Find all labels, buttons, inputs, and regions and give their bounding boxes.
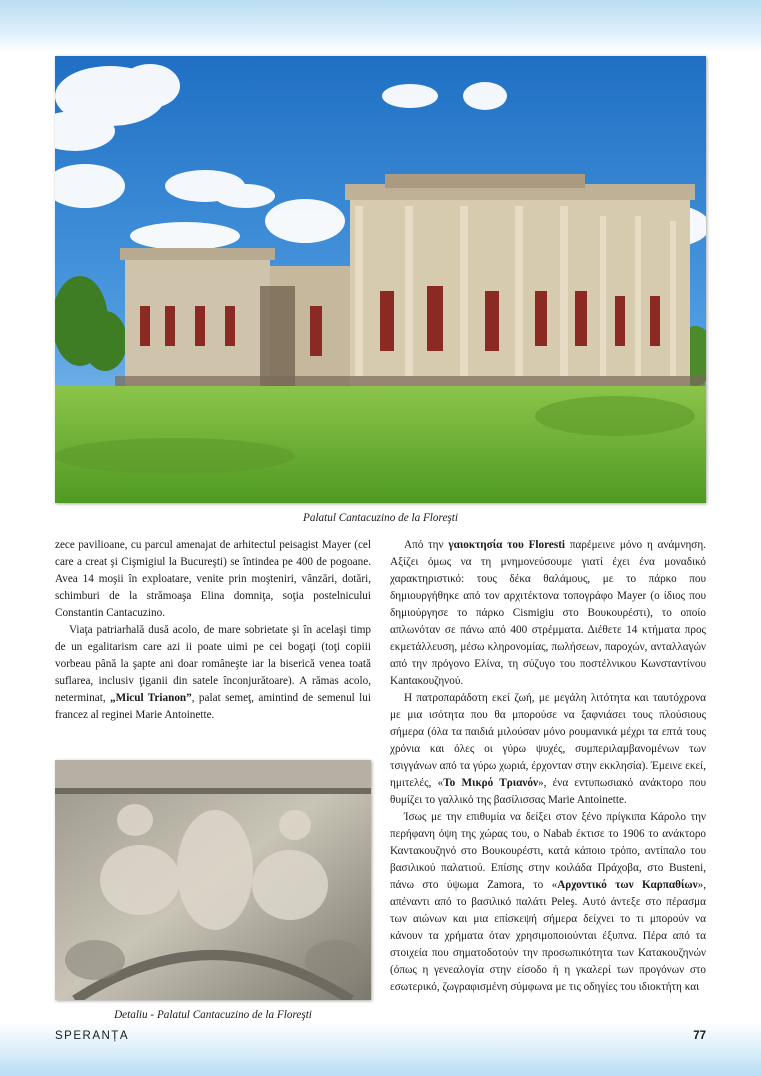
left-paragraph-2: Viaţa patriarhală dusă acolo, de mare sobrietate şi în acelaşi timp de un egalitarism care azi ii poate uimi pe cei bogaţi (toţi copiii vorbeau până la şapte ani doar româneşte iar la biserică venea toată suflarea, inclusiv ţiganii din satele înconjurătoare). A rămas acolo, neterminat, „Micul Trianon”, palat semeţ, amintind de semenul lui francez al reginei Marie Antoinette. <box>55 624 371 721</box>
magazine-name: SPERANȚA <box>55 1030 129 1042</box>
page-number: 77 <box>693 1030 706 1042</box>
left-text-column <box>55 537 371 724</box>
right-paragraph-3: Ίσως με την επιθυμία να δείξει στον ξένο πρίγκιπα Κάρολο την περήφανη όψη της χώρας του, ο Nabab έκτισε το 1906 το ανάκτορο Καντακουζηνό στο Βουκουρέστι, κατά κάποιο τρόπο, αντίπαλο του βασιλικού παλατιού. Επίσης στην κοιλάδα Πράχοβα, στο Busteni, πάνω στο ύψωμα Zamora, το «Αρχοντικό των Καρπαθίων», απέναντι από το βασιλικό παλάτι Peleş. Αυτό άντεξε στο πέρασμα των αιώνων και μια επίσκεψή σήμερα δείχνει το τι μπορούν να κάνουν τα χρήματα όταν χρησιμοποιούνται έξυπνα. Πέρα από τα στοιχεία που σηματοδοτούν την προσωπικότητα των Κατακουζηνών (όπως η γενεαλογία στην είσοδο ή η γκαλερί των προγόνων στο εσωτερικό, ζωγραφισμένη σύμφωνα με τις οδηγίες του ιδιοκτήτη και <box>390 811 706 993</box>
detail-caption: Detaliu - Palatul Cantacuzino de la Floreşti <box>114 1009 312 1021</box>
left-paragraph-1: zece pavilioane, cu parcul amenajat de arhitectul peisagist Mayer (cel care a creat şi Cişmigiul la Bucureşti) se întindea pe 400 de pogoane. Avea 14 moşii în exploatare, venite prin moşteniri, vânzări, dotări, schimburi de la strămoaşa Elina domniţa, soţia postelnicului Constantin Cantacuzino. <box>55 539 371 619</box>
mikro-trianon-bold: Το Μικρό Τριανόν <box>443 777 539 789</box>
palace-photo <box>55 56 706 503</box>
hero-caption: Palatul Cantacuzino de la Floreşti <box>303 512 458 524</box>
floresti-estate-bold: γαιοκτησία του Floresti <box>448 539 566 551</box>
right-text-column <box>390 537 706 996</box>
carpathian-manor-bold: Αρχοντικό των Καρπαθίων <box>557 879 698 891</box>
detail-photo <box>55 760 371 1000</box>
top-color-band <box>0 0 761 52</box>
right-paragraph-1: Από την γαιοκτησία του Floresti παρέμεινε μόνο η ανάμνηση. Αξίζει όμως να τη μνημονεύσουμε γιατί έχει ένα μοναδικό χαρακτηριστικό: τους δέκα θαλάμους, με το πάρκο που δημιουργήθηκε από τον αρχιτέκτονα τοπογράφο Mayer (ο ίδιος που δημιούργησε το πάρκο Cismigiu στο Βουκουρέστι), το οποίο απλωνόταν σε πάνω από 400 στρέμματα. Διέθετε 14 κτήματα προς εκμετάλλευση, μέσω κληρονομίας, πωλήσεων, παροχών, ανταλλαγών από την πρόγονο Ελίνα, τη σύζυγο του ποστέλνικου Κωνσταντίνου Κantακουζηνού. <box>390 539 706 687</box>
micul-trianon-bold: „Micul Trianon” <box>110 692 192 704</box>
right-paragraph-2: Η πατροπαράδοτη εκεί ζωή, με μεγάλη λιτότητα και ταυτόχρονα με μια ισότητα που θα μπορούσε να ξαφνιάσει τους πλούσιους σήμερα (όλα τα παιδιά μιλούσαν μόνο ρουμανικά μέχρι τα επτά τους χρόνια και όλες οι γύρω ψυχές, συμπεριλαμβανομένων των τσιγγάνων από τα γύρω χωριά, έρχονταν στην εκκλησία). Έμεινε εκεί, ημιτελές, «Το Μικρό Τριανόν», ένα εντυπωσιακό ανάκτορο που θυμίζει το γαλλικό της βασίλισσας Marie Antoinette. <box>390 692 706 806</box>
